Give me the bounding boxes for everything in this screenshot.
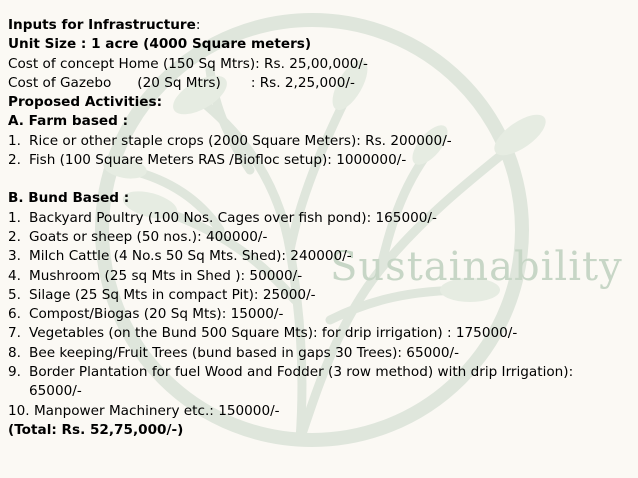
gazebo-cost-line [8, 74, 630, 93]
list-item: 6. Compost/Biogas (20 Sq Mts): 15000/- [8, 306, 284, 323]
heading-colon: : [195, 17, 201, 33]
list-item: 2. Goats or sheep (50 nos.): 400000/- [8, 228, 268, 245]
list-item: 9. Border Plantation for fuel Wood and Fodder (3 row method) with drip Irrigation): 65000/- [8, 364, 574, 400]
activities-heading: Proposed Activities: [8, 94, 163, 111]
gazebo-area: (20 Sq Mtrs) [137, 74, 221, 91]
infrastructure-heading: Inputs for Infrastructure [8, 17, 196, 33]
farm-heading: A. Farm based : [8, 113, 129, 130]
infrastructure-heading-line [8, 16, 630, 35]
list-item-10: 10. Manpower Machinery etc.: 150000/- [8, 402, 280, 419]
list-item: 1. Rice or other staple crops (2000 Square Meters): Rs. 200000/- [8, 132, 452, 149]
total: (Total: Rs. 52,75,000/-) [8, 421, 184, 438]
slide-content [8, 16, 630, 440]
gazebo-label: Cost of Gazebo [8, 74, 112, 91]
list-item: 8. Bee keeping/Fruit Trees (bund based in gaps 30 Trees): 65000/- [8, 344, 460, 361]
gazebo-cost: : Rs. 2,25,000/- [250, 74, 355, 91]
unit-size: Unit Size : 1 acre (4000 Square meters) [8, 36, 312, 53]
list-item: 3. Milch Cattle (4 No.s 50 Sq Mts. Shed): 240000/- [8, 248, 352, 265]
list-item: 4. Mushroom (25 sq Mts in Shed ): 50000/- [8, 267, 303, 284]
watermark-text: Sustainability [330, 244, 623, 290]
list-item: 1. Backyard Poultry (100 Nos. Cages over fish pond): 165000/- [8, 209, 437, 226]
list-item: 7. Vegetables (on the Bund 500 Square Mts): for drip irrigation) : 175000/- [8, 325, 518, 342]
bund-heading: B. Bund Based : [8, 190, 130, 207]
home-cost: Cost of concept Home (150 Sq Mtrs): Rs. 25,00,000/- [8, 55, 368, 72]
list-item: 2. Fish (100 Square Meters RAS /Biofloc setup): 1000000/- [8, 152, 407, 169]
list-item: 5. Silage (25 Sq Mts in compact Pit): 25000/- [8, 286, 316, 303]
